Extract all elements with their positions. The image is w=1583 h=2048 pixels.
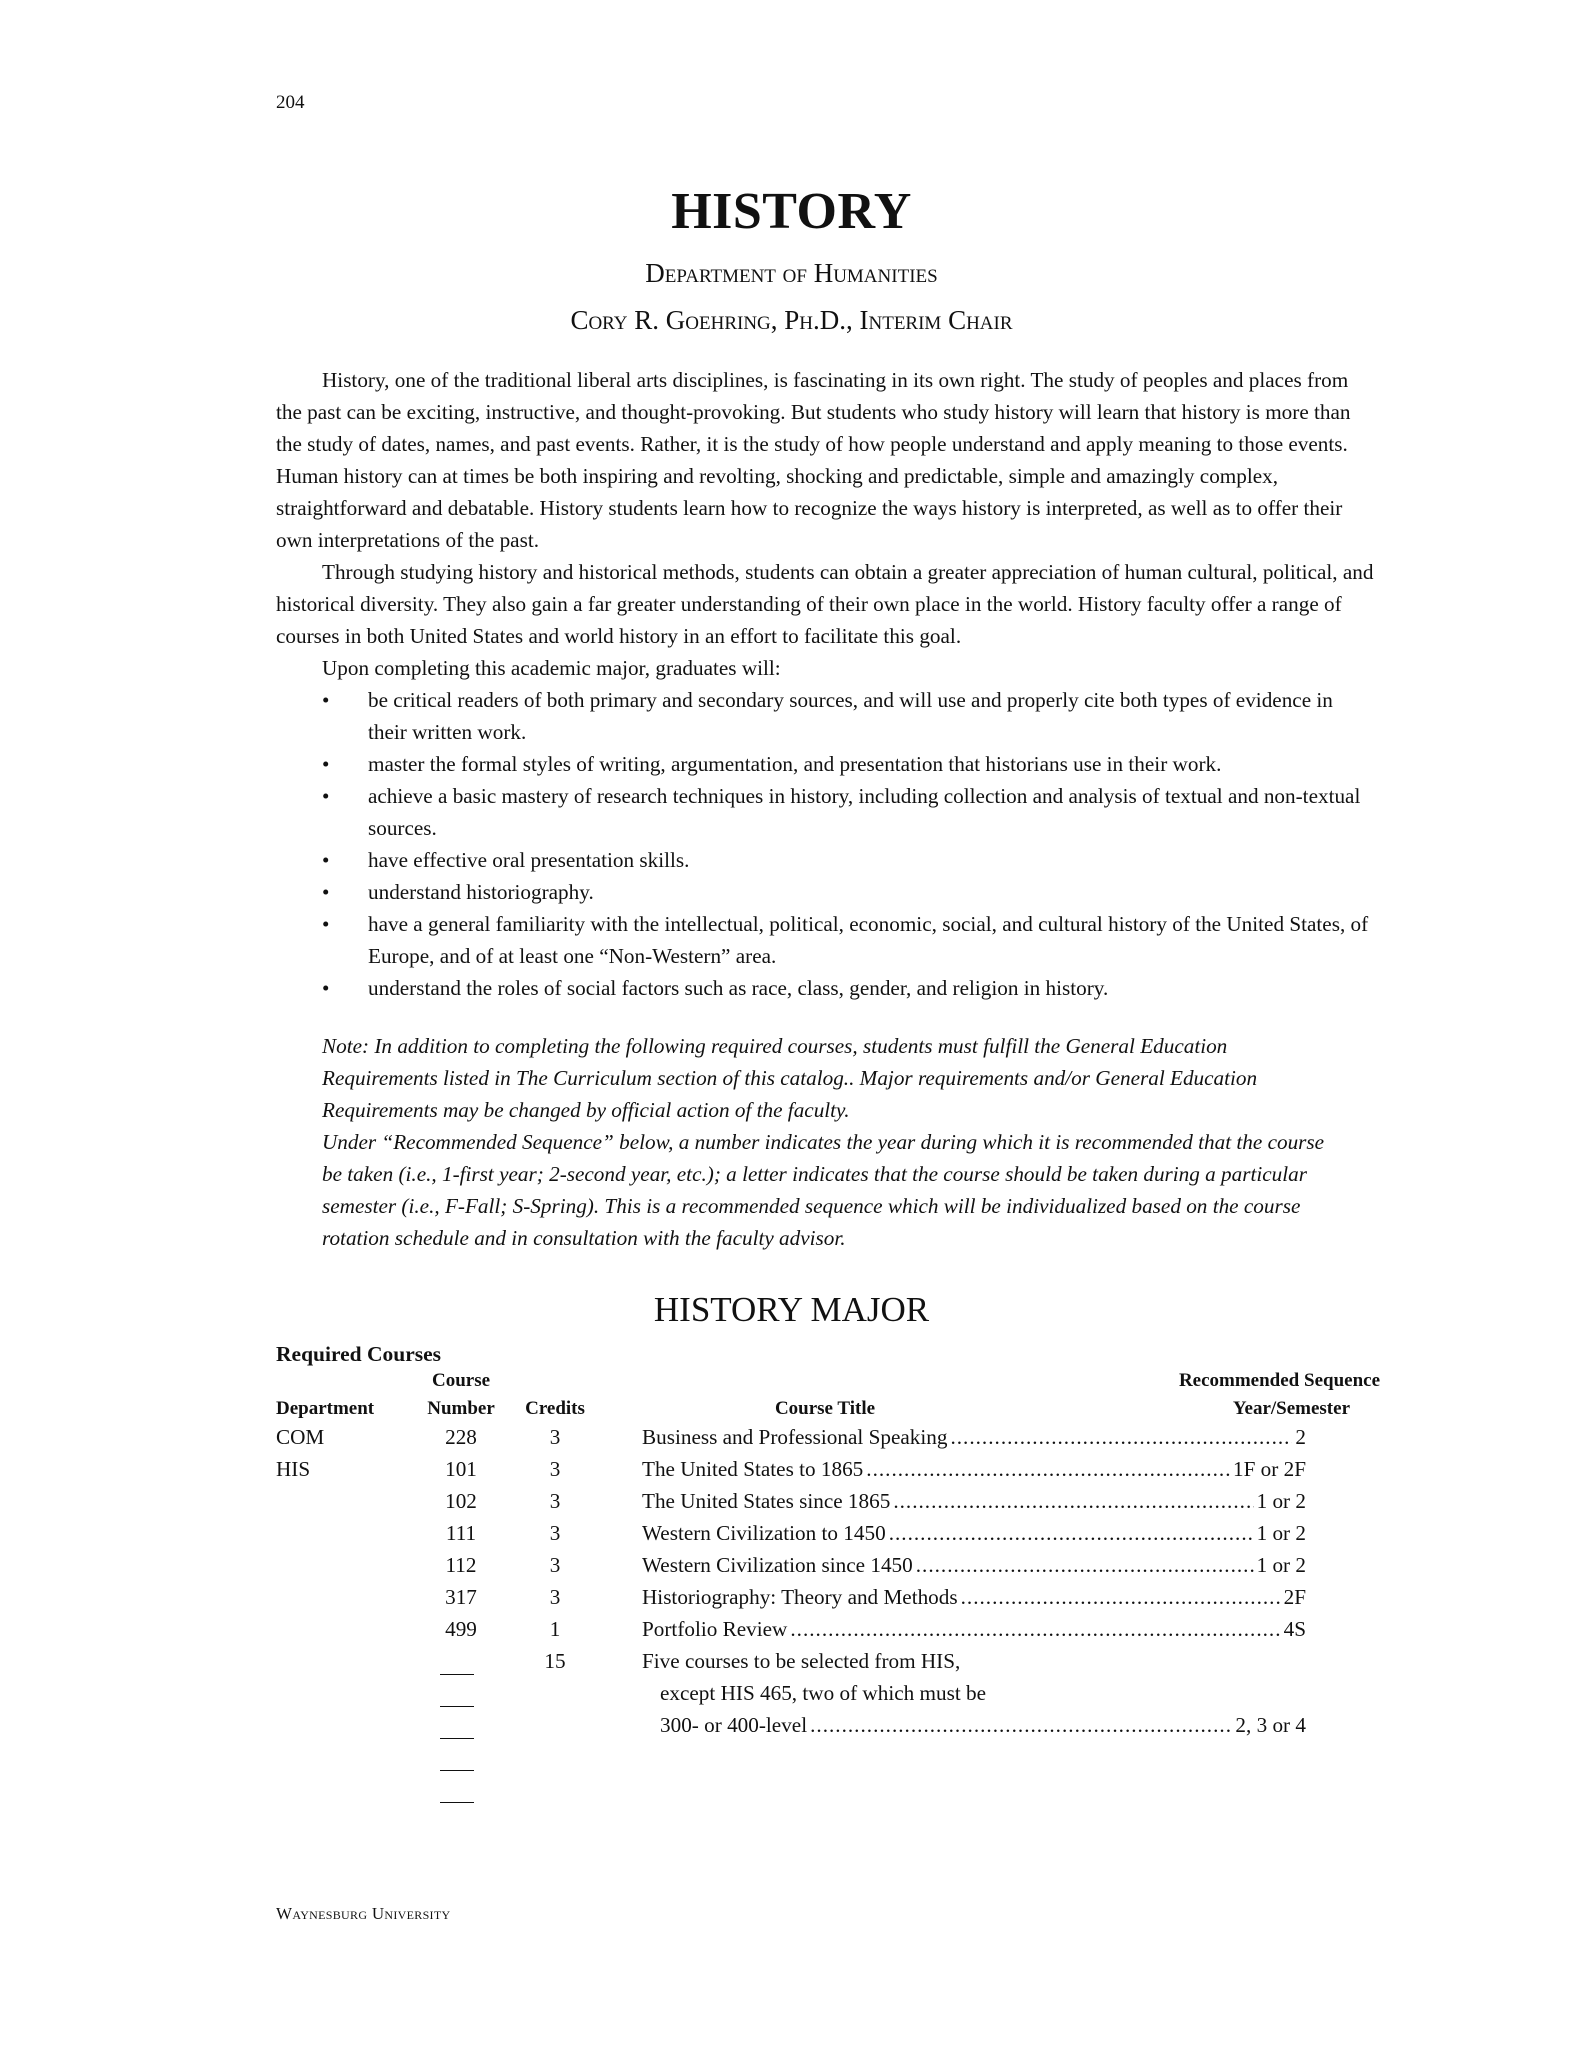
sequence-cell: 2 (1295, 1425, 1306, 1449)
bullet-icon: • (322, 848, 330, 872)
course-number-cell: 112 (445, 1553, 477, 1577)
credits-cell: 3 (549, 1585, 561, 1609)
blank-course-line (440, 1770, 474, 1771)
intro-section (276, 364, 1376, 1004)
outcomes-list (276, 684, 1376, 1004)
intro-paragraph-1: History, one of the traditional liberal arts disciplines, is fascinating in its own right. The study of peoples and places from the past can be exciting, instructive, and thought-provoking. But students who study history will learn that history is more than the study of dates, names, and past events. Rather, it is the study of how people understand and apply meaning to those events. Human history can at times be both inspiring and revolting, shocking and predictable, simple and amazingly complex, straightforward and debatable. History students learn how to recognize the ways history is interpreted, as well as to offer their own interpretations of the past. (276, 368, 1351, 552)
required-courses-heading: Required Courses (276, 1342, 442, 1366)
blank-course-line (440, 1706, 474, 1707)
sequence-cell: 1 or 2 (1256, 1553, 1306, 1577)
note-paragraph-1: Note: In addition to completing the following required courses, students must fulfill the General Education Requirements listed in The Curriculum section of this catalog.. Major requirements and/or General Education Requirements may be changed by official action of the faculty. (322, 1034, 1258, 1122)
column-header-department: Department (276, 1398, 375, 1419)
column-header-course-title: Course Title (774, 1398, 876, 1419)
major-heading: HISTORY MAJOR (653, 1290, 930, 1329)
course-number-cell: 499 (445, 1617, 477, 1641)
bullet-icon: • (322, 784, 330, 808)
blank-course-line (440, 1802, 474, 1803)
course-title-cell: Historiography: Theory and Methods ..... 2F (642, 1585, 1306, 1610)
credits-cell: 1 (549, 1617, 561, 1641)
course-title-cell: Western Civilization to 1450 ..... 1 or 2 (642, 1521, 1306, 1546)
course-title-cell: The United States since 1865 ..... 1 or 2 (642, 1489, 1306, 1514)
page-title: HISTORY (671, 183, 912, 240)
requirements-note (322, 1030, 1342, 1254)
blank-course-line (440, 1674, 474, 1675)
course-number-cell: 101 (445, 1457, 477, 1481)
blank-course-line (440, 1738, 474, 1739)
elective-description-line-2: except HIS 465, two of which must be (660, 1681, 986, 1705)
bullet-icon: • (322, 688, 330, 712)
credits-cell: 3 (549, 1425, 561, 1449)
elective-description-line-1: Five courses to be selected from HIS, (642, 1649, 961, 1673)
bullet-icon: • (322, 976, 330, 1000)
course-title-cell: The United States to 1865 ..... 1F or 2F (642, 1457, 1306, 1482)
course-number-cell: 102 (445, 1489, 477, 1513)
sequence-cell: 2F (1283, 1585, 1306, 1609)
course-title-cell: Portfolio Review ..... 4S (642, 1617, 1306, 1642)
sequence-cell: 4S (1283, 1617, 1306, 1641)
department-chair: Cory R. Goehring, Ph.D., Interim Chair (570, 305, 1013, 335)
elective-credits-cell: 15 (544, 1649, 566, 1673)
outcome-item: • have a general familiarity with the intellectual, political, economic, social, and cultural history of the United States, of Europe, and of at least one “Non-Western” area. (276, 908, 1376, 972)
course-number-cell: 111 (445, 1521, 477, 1545)
department-cell: HIS (276, 1457, 311, 1481)
column-header-course: Course (431, 1370, 491, 1391)
column-header-credits: Credits (525, 1398, 585, 1419)
elective-description-line-3: 300- or 400-level ..... 2, 3 or 4 (660, 1713, 1306, 1738)
note-paragraph-2: Under “Recommended Sequence” below, a number indicates the year during which it is recommended that the course be taken (i.e., 1-first year; 2-second year, etc.); a letter indicates that the course should be taken during a particular semester (i.e., F-Fall; S-Spring). This is a recommended sequence which will be individualized based on the course rotation schedule and in consultation with the faculty advisor. (322, 1130, 1325, 1250)
outcome-item: • achieve a basic mastery of research techniques in history, including collection and analysis of textual and non-textual sources. (276, 780, 1376, 844)
credits-cell: 3 (549, 1553, 561, 1577)
course-title-cell: Business and Professional Speaking ..... 2 (642, 1425, 1306, 1450)
column-header-recommended-sequence: Recommended Sequence (1178, 1370, 1380, 1391)
outcome-item: • understand the roles of social factors such as race, class, gender, and religion in history. (276, 972, 1376, 1004)
course-number-cell: 228 (445, 1425, 477, 1449)
credits-cell: 3 (549, 1521, 561, 1545)
bullet-icon: • (322, 880, 330, 904)
sequence-cell: 2, 3 or 4 (1235, 1713, 1306, 1737)
department-name: Department of Humanities (645, 258, 938, 288)
credits-cell: 3 (549, 1457, 561, 1481)
bullet-icon: • (322, 912, 330, 936)
outcome-item: • understand historiography. (276, 876, 1376, 908)
department-cell: COM (276, 1425, 325, 1449)
page-number: 204 (276, 92, 305, 113)
course-title-cell: Western Civilization since 1450 ..... 1 or 2 (642, 1553, 1306, 1578)
page-header (0, 183, 1583, 336)
intro-paragraph-2: Through studying history and historical methods, students can obtain a greater appreciation of human cultural, political, and historical diversity. They also gain a far greater understanding of their own place in the world. History faculty offer a range of courses in both United States and world history in an effort to facilitate this goal. (276, 560, 1374, 648)
outcome-item: • be critical readers of both primary and secondary sources, and will use and properly cite both types of evidence in their written work. (276, 684, 1376, 748)
outcome-item: • have effective oral presentation skills. (276, 844, 1376, 876)
column-header-number: Number (427, 1398, 495, 1419)
sequence-cell: 1 or 2 (1256, 1489, 1306, 1513)
sequence-cell: 1 or 2 (1256, 1521, 1306, 1545)
sequence-cell: 1F or 2F (1233, 1457, 1306, 1481)
credits-cell: 3 (549, 1489, 561, 1513)
column-header-year-semester: Year/Semester (1232, 1398, 1350, 1419)
outcomes-intro: Upon completing this academic major, graduates will: (322, 656, 781, 680)
page-footer: Waynesburg University (276, 1904, 451, 1923)
course-number-cell: 317 (445, 1585, 477, 1609)
bullet-icon: • (322, 752, 330, 776)
outcome-item: • master the formal styles of writing, argumentation, and presentation that historians use in their work. (276, 748, 1376, 780)
